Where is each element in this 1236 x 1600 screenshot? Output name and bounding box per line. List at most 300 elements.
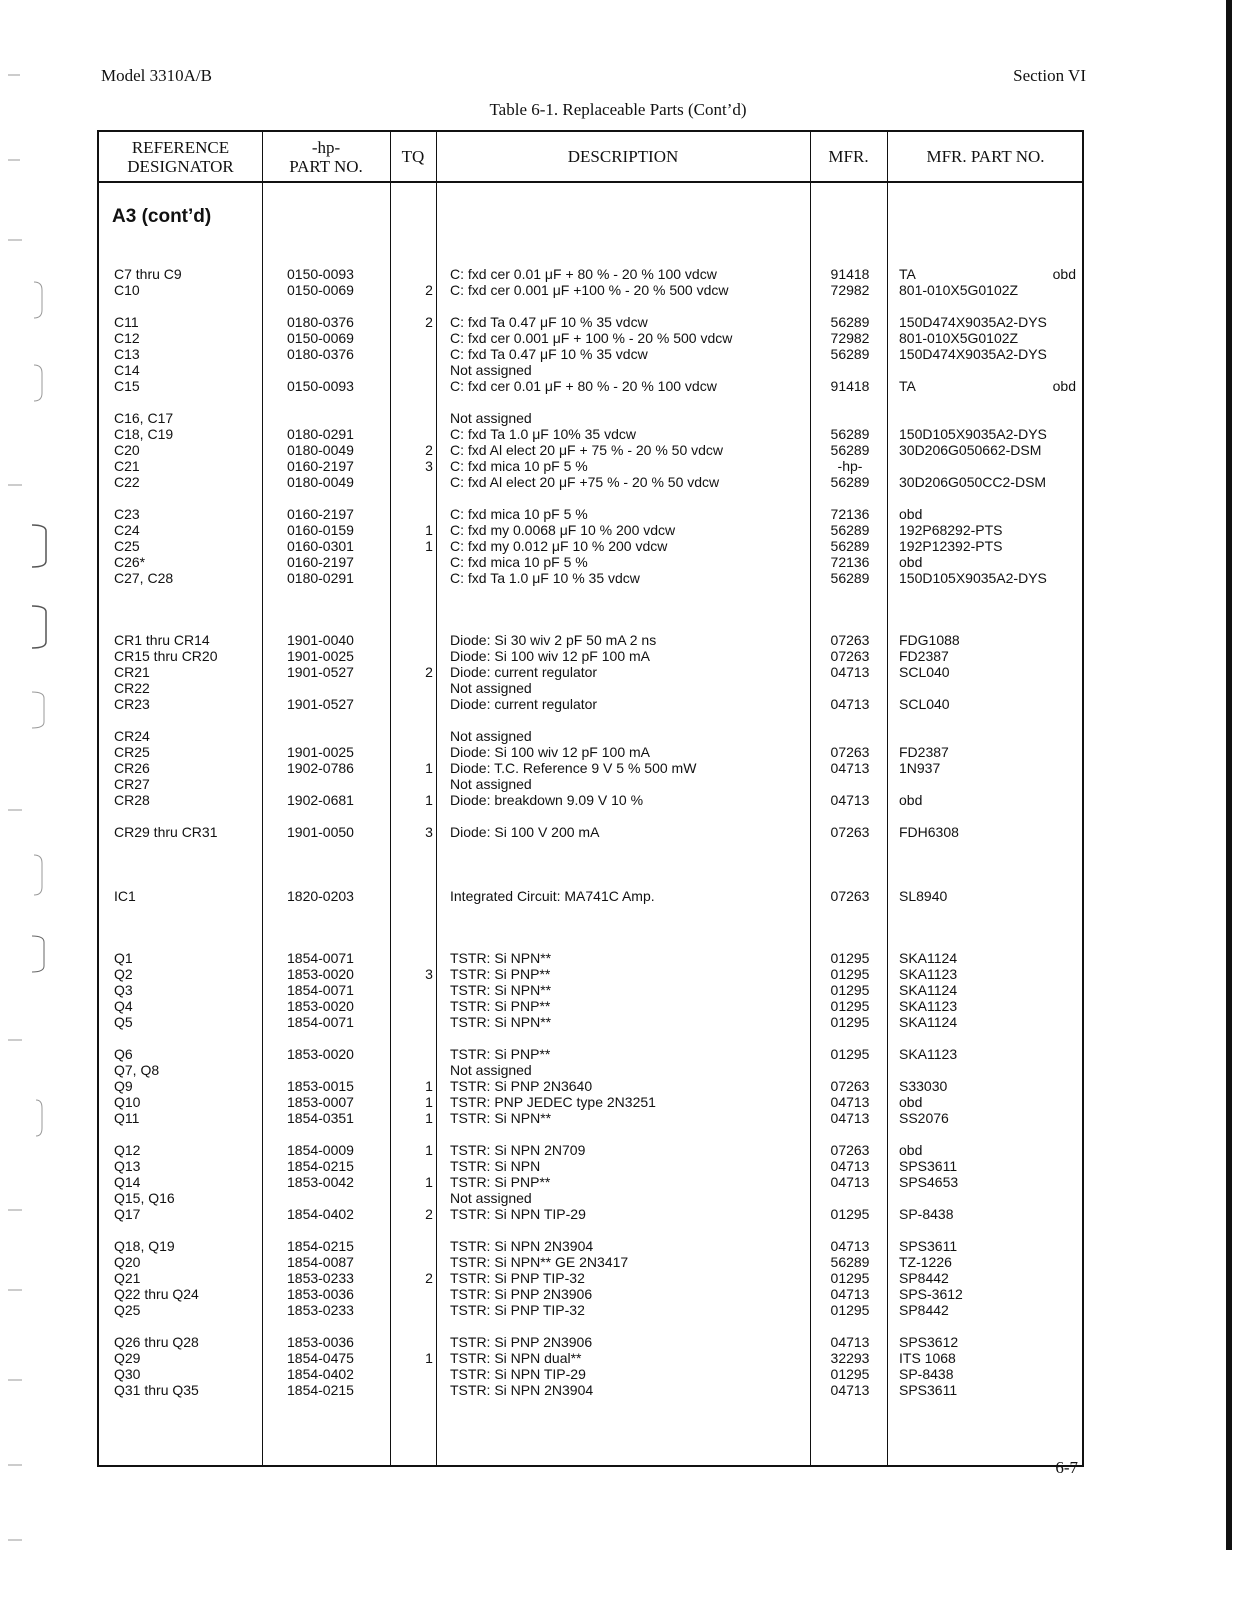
mfr-part-number: S33030: [899, 1078, 948, 1094]
manufacturer-code: 01295: [830, 966, 870, 982]
description: TSTR: Si PNP**: [450, 998, 551, 1014]
manufacturer-code: 04713: [830, 696, 870, 712]
page-number: 6-7: [1055, 1458, 1078, 1477]
hp-part-number: 1853-0036: [287, 1286, 354, 1302]
hp-part-number: 0150-0069: [287, 330, 354, 346]
reference-designator: Q5: [114, 1014, 133, 1030]
mfr-part-note: obd: [1052, 378, 1076, 394]
manufacturer-code: 01295: [830, 1270, 870, 1286]
manufacturer-code: 07263: [830, 1142, 870, 1158]
table-row: [99, 554, 1086, 570]
reference-designator: C18, C19: [114, 426, 174, 442]
table-row: [99, 442, 1086, 458]
mfr-part-number: SPS3611: [899, 1382, 958, 1398]
manufacturer-code: 72982: [830, 282, 870, 298]
total-quantity: 1: [425, 538, 433, 554]
mfr-part-number: SKA1123: [899, 998, 958, 1014]
manufacturer-code: 56289: [830, 474, 870, 490]
mfr-part-number: SKA1123: [899, 966, 958, 982]
description: Diode: Si 100 wiv 12 pF 100 mA: [450, 744, 650, 760]
mfr-part-number: 192P12392-PTS: [899, 538, 1003, 554]
table-row: [99, 282, 1086, 298]
manufacturer-code: 04713: [830, 1174, 870, 1190]
table-row: [99, 998, 1086, 1014]
hp-part-number: 0180-0291: [287, 570, 354, 586]
hp-part-number: 1902-0786: [287, 760, 354, 776]
hp-part-number: 1854-0009: [287, 1142, 354, 1158]
manufacturer-code: 01295: [830, 1206, 870, 1222]
description: C: fxd my 0.012 μF 10 % 200 vdcw: [450, 538, 668, 554]
table-row: [99, 474, 1086, 490]
manufacturer-code: 04713: [830, 1158, 870, 1174]
hp-part-number: 0180-0049: [287, 442, 354, 458]
manufacturer-code: 56289: [830, 426, 870, 442]
hp-part-number: 1853-0042: [287, 1174, 354, 1190]
table-row: [99, 570, 1086, 586]
manufacturer-code: 07263: [830, 632, 870, 648]
description: Integrated Circuit: MA741C Amp.: [450, 888, 655, 904]
manufacturer-code: 04713: [830, 792, 870, 808]
table-row: [99, 1270, 1086, 1286]
description: C: fxd cer 0.01 μF + 80 % - 20 % 100 vdcw: [450, 378, 717, 394]
reference-designator: Q2: [114, 966, 133, 982]
description: TSTR: Si NPN 2N3904: [450, 1238, 594, 1254]
mfr-part-number: TZ-1226: [899, 1254, 952, 1270]
table-row: [99, 1238, 1086, 1254]
manufacturer-code: 72136: [830, 554, 870, 570]
reference-designator: Q30: [114, 1366, 141, 1382]
reference-designator: Q22 thru Q24: [114, 1286, 199, 1302]
description: TSTR: Si PNP 2N3640: [450, 1078, 593, 1094]
manufacturer-code: 07263: [830, 888, 870, 904]
table-row: [99, 314, 1086, 330]
manufacturer-code: 07263: [830, 744, 870, 760]
manufacturer-code: 56289: [830, 314, 870, 330]
total-quantity: 2: [425, 282, 433, 298]
hp-part-number: 1853-0015: [287, 1078, 354, 1094]
total-quantity: 1: [425, 1078, 433, 1094]
mfr-part-number: 150D105X9035A2-DYS: [899, 426, 1047, 442]
table-row: [99, 522, 1086, 538]
hp-part-number: 1854-0351: [287, 1110, 354, 1126]
reference-designator: C20: [114, 442, 140, 458]
reference-designator: Q29: [114, 1350, 141, 1366]
reference-designator: C11: [114, 314, 139, 330]
hp-part-number: 0180-0291: [287, 426, 354, 442]
reference-designator: Q14: [114, 1174, 141, 1190]
hp-part-number: 1901-0527: [287, 696, 354, 712]
description: Not assigned: [450, 362, 532, 378]
hp-part-number: 0180-0376: [287, 346, 354, 362]
description: TSTR: Si PNP 2N3906: [450, 1286, 593, 1302]
mfr-part-number: 801-010X5G0102Z: [899, 282, 1019, 298]
col-header-reference-designator: REFERENCE DESIGNATOR: [127, 137, 234, 176]
total-quantity: 1: [425, 1110, 433, 1126]
description: Diode: current regulator: [450, 696, 598, 712]
description: TSTR: Si PNP**: [450, 1046, 551, 1062]
total-quantity: 1: [425, 522, 433, 538]
manufacturer-code: -hp-: [837, 458, 863, 474]
mfr-part-number: SPS-3612: [899, 1286, 963, 1302]
description: TSTR: Si PNP**: [450, 966, 551, 982]
reference-designator: C7 thru C9: [114, 266, 182, 282]
reference-designator: C26*: [114, 554, 146, 570]
table-row: [99, 378, 1086, 394]
description: TSTR: Si NPN**: [450, 982, 552, 998]
reference-designator: Q26 thru Q28: [114, 1334, 199, 1350]
description: C: fxd mica 10 pF 5 %: [450, 554, 588, 570]
manufacturer-code: 01295: [830, 950, 870, 966]
reference-designator: Q6: [114, 1046, 133, 1062]
mfr-part-number: obd: [899, 1142, 923, 1158]
mfr-part-number: SL8940: [899, 888, 948, 904]
description: TSTR: Si NPN 2N709: [450, 1142, 586, 1158]
hp-part-number: 0160-2197: [287, 458, 354, 474]
hp-part-number: 0160-2197: [287, 554, 354, 570]
reference-designator: Q9: [114, 1078, 133, 1094]
reference-designator: Q20: [114, 1254, 141, 1270]
reference-designator: Q17: [114, 1206, 141, 1222]
total-quantity: 2: [425, 1270, 433, 1286]
reference-designator: Q13: [114, 1158, 141, 1174]
reference-designator: CR26: [114, 760, 150, 776]
reference-designator: IC1: [114, 888, 136, 904]
manufacturer-code: 04713: [830, 664, 870, 680]
description: Not assigned: [450, 776, 532, 792]
manufacturer-code: 07263: [830, 1078, 870, 1094]
description: TSTR: Si NPN**: [450, 1110, 552, 1126]
parts-table: [97, 130, 1084, 1467]
reference-designator: CR22: [114, 680, 150, 696]
table-row: [99, 664, 1086, 680]
mfr-part-number: FDG1088: [899, 632, 960, 648]
description: TSTR: Si NPN**: [450, 950, 552, 966]
hp-part-number: 1854-0402: [287, 1206, 354, 1222]
hp-part-number: 1854-0215: [287, 1382, 354, 1398]
header-model: Model 3310A/B: [101, 66, 212, 85]
manufacturer-code: 56289: [830, 538, 870, 554]
table-row: [99, 1382, 1086, 1398]
reference-designator: CR27: [114, 776, 150, 792]
description: Diode: current regulator: [450, 664, 598, 680]
description: TSTR: Si NPN 2N3904: [450, 1382, 594, 1398]
mfr-part-number: obd: [899, 1094, 923, 1110]
hp-part-number: 0150-0069: [287, 282, 354, 298]
reference-designator: Q21: [114, 1270, 141, 1286]
group-title: A3 (cont’d): [112, 206, 212, 227]
hp-part-number: 0180-0376: [287, 314, 354, 330]
mfr-part-number: SPS3612: [899, 1334, 959, 1350]
manufacturer-code: 04713: [830, 1286, 870, 1302]
description: C: fxd Ta 1.0 μF 10 % 35 vdcw: [450, 570, 640, 586]
mfr-part-number: ITS 1068: [899, 1350, 956, 1366]
hp-part-number: 1902-0681: [287, 792, 354, 808]
manufacturer-code: 04713: [830, 1334, 870, 1350]
table-row: [99, 1302, 1086, 1318]
total-quantity: 3: [425, 966, 433, 982]
manufacturer-code: 04713: [830, 1110, 870, 1126]
table-row: [99, 538, 1086, 554]
total-quantity: 1: [425, 1350, 433, 1366]
mfr-part-number: SP8442: [899, 1270, 949, 1286]
manufacturer-code: 56289: [830, 522, 870, 538]
col-header-mfr-part-no: MFR. PART NO.: [926, 147, 1045, 166]
hp-part-number: 0150-0093: [287, 378, 354, 394]
mfr-part-number: 1N937: [899, 760, 941, 776]
table-row: [99, 776, 1086, 792]
manufacturer-code: 01295: [830, 1302, 870, 1318]
description: Not assigned: [450, 728, 532, 744]
manufacturer-code: 56289: [830, 346, 870, 362]
table-row: [99, 1334, 1086, 1350]
mfr-part-number: 192P68292-PTS: [899, 522, 1003, 538]
manufacturer-code: 04713: [830, 1382, 870, 1398]
description: C: fxd cer 0.001 μF +100 % - 20 % 500 vdcw: [450, 282, 729, 298]
description: TSTR: Si PNP TIP-32: [450, 1302, 585, 1318]
table-caption: Table 6-1. Replaceable Parts (Cont’d): [489, 100, 747, 119]
manufacturer-code: 91418: [830, 378, 870, 394]
description: Diode: Si 100 V 200 mA: [450, 824, 600, 840]
mfr-part-number: SS2076: [899, 1110, 949, 1126]
reference-designator: Q10: [114, 1094, 141, 1110]
description: TSTR: Si PNP**: [450, 1174, 551, 1190]
description: TSTR: Si NPN: [450, 1158, 541, 1174]
mfr-part-number: TA: [899, 378, 916, 394]
description: TSTR: PNP JEDEC type 2N3251: [450, 1094, 656, 1110]
reference-designator: Q11: [114, 1110, 140, 1126]
total-quantity: 1: [425, 792, 433, 808]
table-row: [99, 426, 1086, 442]
header-rule: [99, 181, 1082, 183]
mfr-part-number: 150D474X9035A2-DYS: [899, 314, 1047, 330]
table-row: [99, 1046, 1086, 1062]
hp-part-number: 1854-0215: [287, 1238, 354, 1254]
table-row: [99, 744, 1086, 760]
mfr-part-number: obd: [899, 792, 923, 808]
description: Diode: breakdown 9.09 V 10 %: [450, 792, 644, 808]
table-row: [99, 362, 1086, 378]
mfr-part-number: 30D206G050662-DSM: [899, 442, 1042, 458]
header-section: Section VI: [1013, 66, 1086, 85]
mfr-part-number: FD2387: [899, 648, 949, 664]
reference-designator: C22: [114, 474, 140, 490]
total-quantity: 2: [425, 664, 433, 680]
scan-margin-marks: [0, 0, 60, 1600]
hp-part-number: 1854-0087: [287, 1254, 354, 1270]
table-row: [99, 1110, 1086, 1126]
hp-part-number: 1854-0402: [287, 1366, 354, 1382]
total-quantity: 3: [425, 824, 433, 840]
scan-right-edge: [1226, 0, 1232, 1550]
description: Not assigned: [450, 1190, 532, 1206]
mfr-part-number: 801-010X5G0102Z: [899, 330, 1019, 346]
col-header-description: DESCRIPTION: [567, 147, 679, 166]
table-row: [99, 696, 1086, 712]
mfr-part-number: SCL040: [899, 664, 950, 680]
table-row: [99, 1078, 1086, 1094]
description: TSTR: Si PNP TIP-32: [450, 1270, 585, 1286]
mfr-part-number: SP8442: [899, 1302, 949, 1318]
total-quantity: 1: [425, 760, 433, 776]
manufacturer-code: 01295: [830, 1046, 870, 1062]
description: C: fxd Ta 0.47 μF 10 % 35 vdcw: [450, 314, 648, 330]
mfr-part-number: SKA1124: [899, 982, 958, 998]
table-row: [99, 330, 1086, 346]
reference-designator: CR29 thru CR31: [114, 824, 218, 840]
manufacturer-code: 01295: [830, 982, 870, 998]
table-row: [99, 346, 1086, 362]
description: C: fxd Ta 1.0 μF 10% 35 vdcw: [450, 426, 637, 442]
table-row: [99, 506, 1086, 522]
table-row: [99, 680, 1086, 696]
description: C: fxd mica 10 pF 5 %: [450, 506, 588, 522]
table-row: [99, 1286, 1086, 1302]
manufacturer-code: 72136: [830, 506, 870, 522]
table-row: [99, 1206, 1086, 1222]
mfr-part-number: SKA1124: [899, 1014, 958, 1030]
table-row: [99, 760, 1086, 776]
description: TSTR: Si NPN dual**: [450, 1350, 582, 1366]
hp-part-number: 1854-0215: [287, 1158, 354, 1174]
manufacturer-code: 56289: [830, 1254, 870, 1270]
mfr-part-number: SP-8438: [899, 1206, 954, 1222]
description: C: fxd my 0.0068 μF 10 % 200 vdcw: [450, 522, 676, 538]
reference-designator: Q4: [114, 998, 133, 1014]
hp-part-number: 1853-0020: [287, 966, 354, 982]
table-row: [99, 1190, 1086, 1206]
table-row: [99, 792, 1086, 808]
table-row: [99, 1254, 1086, 1270]
col-header-tq: TQ: [401, 147, 425, 166]
manufacturer-code: 04713: [830, 760, 870, 776]
hp-part-number: 1854-0071: [287, 1014, 354, 1030]
hp-part-number: 1901-0025: [287, 648, 354, 664]
description: Not assigned: [450, 410, 532, 426]
manufacturer-code: 01295: [830, 998, 870, 1014]
reference-designator: Q31 thru Q35: [114, 1382, 199, 1398]
manufacturer-code: 04713: [830, 1238, 870, 1254]
hp-part-number: 1853-0020: [287, 1046, 354, 1062]
manufacturer-code: 56289: [830, 570, 870, 586]
hp-part-number: 1853-0233: [287, 1270, 354, 1286]
reference-designator: C10: [114, 282, 140, 298]
description: C: fxd cer 0.001 μF + 100 % - 20 % 500 vdcw: [450, 330, 733, 346]
table-row: [99, 1350, 1086, 1366]
reference-designator: C14: [114, 362, 140, 378]
reference-designator: Q7, Q8: [114, 1062, 160, 1078]
table-row: [99, 1174, 1086, 1190]
manufacturer-code: 04713: [830, 1094, 870, 1110]
manufacturer-code: 72982: [830, 330, 870, 346]
table-row: [99, 632, 1086, 648]
reference-designator: C15: [114, 378, 140, 394]
mfr-part-number: SKA1124: [899, 950, 958, 966]
table-row: [99, 966, 1086, 982]
reference-designator: C27, C28: [114, 570, 174, 586]
reference-designator: Q1: [114, 950, 133, 966]
description: Diode: Si 30 wiv 2 pF 50 mA 2 ns: [450, 632, 657, 648]
description: Not assigned: [450, 1062, 532, 1078]
description: TSTR: Si NPN** GE 2N3417: [450, 1254, 629, 1270]
mfr-part-number: 150D105X9035A2-DYS: [899, 570, 1047, 586]
mfr-part-number: 30D206G050CC2-DSM: [899, 474, 1047, 490]
description: TSTR: Si NPN TIP-29: [450, 1206, 586, 1222]
hp-part-number: 1901-0040: [287, 632, 354, 648]
mfr-part-number: obd: [899, 554, 923, 570]
manufacturer-code: 56289: [830, 442, 870, 458]
table-row: [99, 266, 1086, 282]
manufacturer-code: 07263: [830, 648, 870, 664]
manufacturer-code: 07263: [830, 824, 870, 840]
hp-part-number: 1901-0025: [287, 744, 354, 760]
hp-part-number: 1853-0233: [287, 1302, 354, 1318]
description: TSTR: Si NPN TIP-29: [450, 1366, 586, 1382]
total-quantity: 1: [425, 1142, 433, 1158]
mfr-part-number: SPS3611: [899, 1238, 958, 1254]
mfr-part-number: SPS3611: [899, 1158, 958, 1174]
reference-designator: C24: [114, 522, 140, 538]
manufacturer-code: 01295: [830, 1366, 870, 1382]
description: Not assigned: [450, 680, 532, 696]
reference-designator: CR21: [114, 664, 150, 680]
hp-part-number: 1820-0203: [287, 888, 354, 904]
reference-designator: CR1 thru CR14: [114, 632, 210, 648]
hp-part-number: 1901-0050: [287, 824, 354, 840]
reference-designator: C21: [114, 458, 140, 474]
reference-designator: C12: [114, 330, 140, 346]
manufacturer-code: 32293: [830, 1350, 870, 1366]
reference-designator: C13: [114, 346, 140, 362]
reference-designator: CR24: [114, 728, 150, 744]
total-quantity: 2: [425, 314, 433, 330]
hp-part-number: 1854-0475: [287, 1350, 354, 1366]
col-header-mfr: MFR.: [828, 147, 869, 166]
mfr-part-number: TA: [899, 266, 916, 282]
description: Diode: Si 100 wiv 12 pF 100 mA: [450, 648, 650, 664]
total-quantity: 1: [425, 1094, 433, 1110]
description: Diode: T.C. Reference 9 V 5 % 500 mW: [450, 760, 697, 776]
table-row: [99, 458, 1086, 474]
description: TSTR: Si PNP 2N3906: [450, 1334, 593, 1350]
manufacturer-code: 01295: [830, 1014, 870, 1030]
description: C: fxd Al elect 20 μF +75 % - 20 % 50 vdcw: [450, 474, 720, 490]
hp-part-number: 0180-0049: [287, 474, 354, 490]
mfr-part-number: FD2387: [899, 744, 949, 760]
hp-part-number: 1854-0071: [287, 950, 354, 966]
mfr-part-number: SP-8438: [899, 1366, 954, 1382]
table-row: [99, 824, 1086, 840]
mfr-part-note: obd: [1052, 266, 1076, 282]
hp-part-number: 0160-0301: [287, 538, 354, 554]
reference-designator: C25: [114, 538, 140, 554]
reference-designator: CR25: [114, 744, 150, 760]
total-quantity: 1: [425, 1174, 433, 1190]
mfr-part-number: FDH6308: [899, 824, 959, 840]
hp-part-number: 1854-0071: [287, 982, 354, 998]
table-row: [99, 1158, 1086, 1174]
table-row: [99, 648, 1086, 664]
hp-part-number: 1853-0007: [287, 1094, 354, 1110]
mfr-part-number: SKA1123: [899, 1046, 958, 1062]
col-header-hp-part-no: -hp- PART NO.: [289, 137, 363, 176]
reference-designator: CR23: [114, 696, 150, 712]
reference-designator: Q12: [114, 1142, 141, 1158]
reference-designator: Q25: [114, 1302, 141, 1318]
hp-part-number: 0160-0159: [287, 522, 354, 538]
table-row: [99, 982, 1086, 998]
description: C: fxd Ta 0.47 μF 10 % 35 vdcw: [450, 346, 648, 362]
table-row: [99, 1142, 1086, 1158]
